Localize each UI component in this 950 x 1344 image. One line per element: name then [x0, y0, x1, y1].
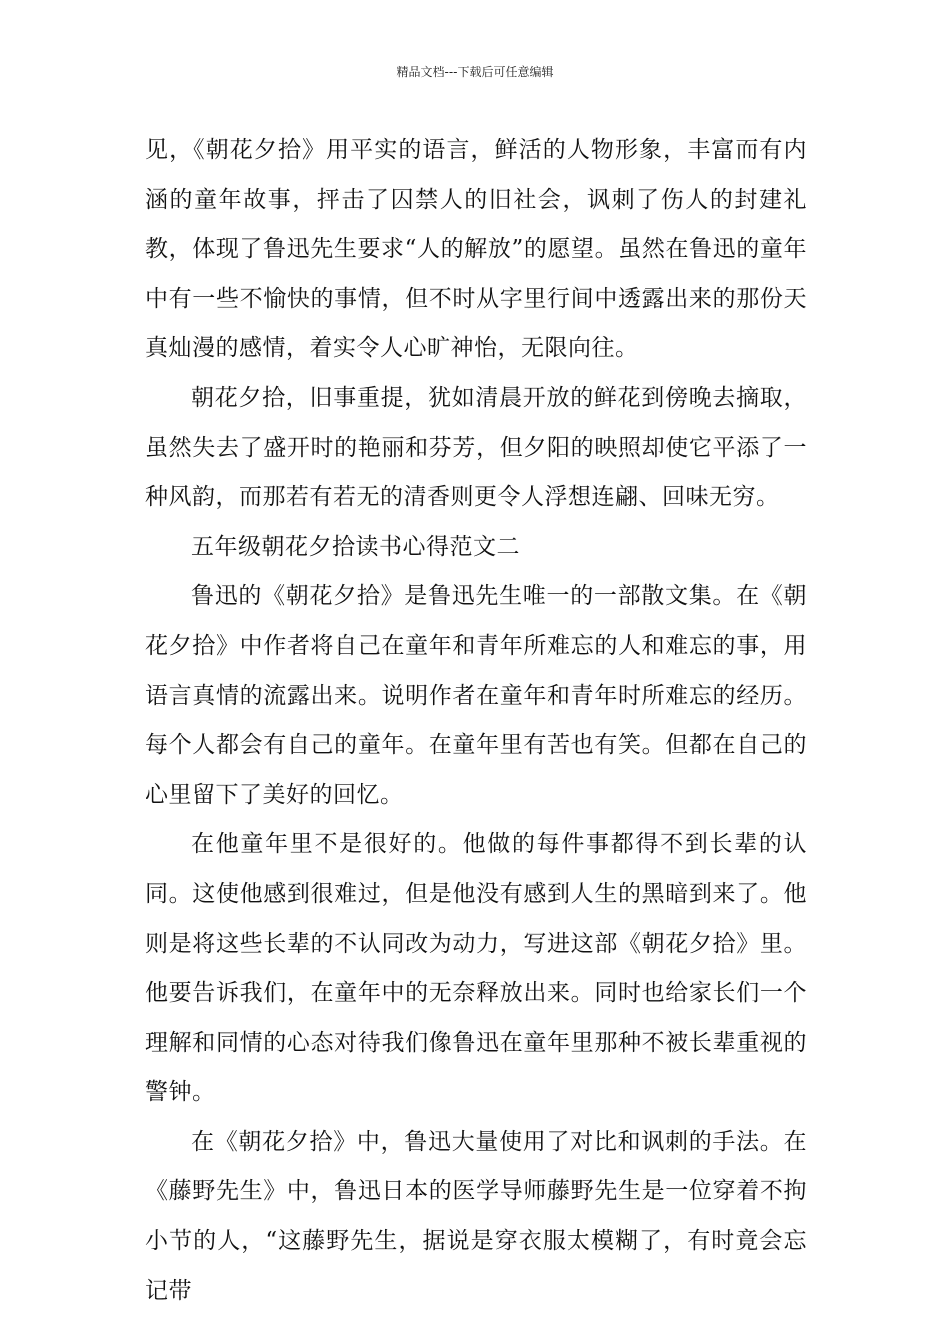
paragraph-childhood: 在他童年里不是很好的。他做的每件事都得不到长辈的认同。这使他感到很难过，但是他没有感到人生的黑暗到来了。他则是将这些长辈的不认同改为动力，写进这部《朝花夕拾》里。他要告诉我们，在童年中的无奈释放出来。同时也给家长们一个理解和同情的心态对待我们像鲁迅在童年里那种不被长辈重视的警钟。 [145, 831, 807, 1106]
paragraph-contrast-satire: 在《朝花夕拾》中，鲁迅大量使用了对比和讽刺的手法。在《藤野先生》中，鲁迅日本的医学导师藤野先生是一位穿着不拘小节的人，“这藤野先生，据说是穿衣服太模糊了，有时竟会忘记带 [145, 1128, 807, 1304]
paragraph-essay-intro: 鲁迅的《朝花夕拾》是鲁迅先生唯一的一部散文集。在《朝花夕拾》中作者将自己在童年和青年所难忘的人和难忘的事，用语言真情的流露出来。说明作者在童年和青年时所难忘的经历。每个人都会有自己的童年。在童年里有苦也有笑。但都在自己的心里留下了美好的回忆。 [145, 583, 807, 808]
page-header: 精品文档---下载后可任意编辑 [396, 65, 554, 79]
paragraph-continuation: 见，《朝花夕拾》用平实的语言，鲜活的人物形象，丰富而有内涵的童年故事，抨击了囚禁人的旧社会，讽刺了伤人的封建礼教，体现了鲁迅先生要求“人的解放”的愿望。虽然在鲁迅的童年中有一些不愉快的事情，但不时从字里行间中透露出来的那份天真灿漫的感情，着实令人心旷神怡，无限向往。 [145, 137, 807, 362]
document-body [145, 126, 807, 1316]
section-heading: 五年级朝花夕拾读书心得范文二 [191, 533, 520, 560]
paragraph-chaohuaxishi-reflection: 朝花夕拾，旧事重提，犹如清晨开放的鲜花到傍晚去摘取，虽然失去了盛开时的艳丽和芬芳，但夕阳的映照却使它平添了一种风韵，而那若有若无的清香则更令人浮想连翩、回味无穷。 [145, 384, 807, 511]
